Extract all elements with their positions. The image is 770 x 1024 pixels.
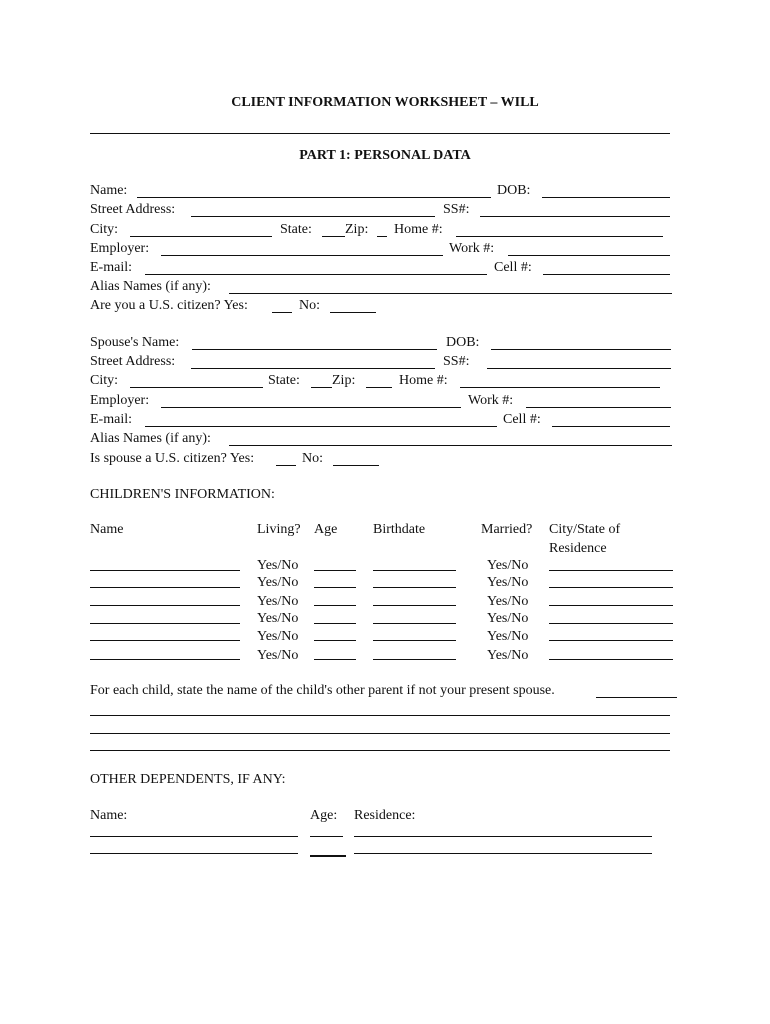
- child-4-residence-field[interactable]: [549, 623, 673, 624]
- spouse-zip-field[interactable]: [366, 387, 392, 388]
- client-home-label: Home #:: [394, 222, 443, 237]
- child-6-residence-field[interactable]: [549, 659, 673, 660]
- spouse-ss-label: SS#:: [443, 354, 470, 369]
- child-1-married[interactable]: Yes/No: [487, 558, 529, 573]
- spouse-state-label: State:: [268, 373, 300, 388]
- dependent-1-age-field[interactable]: [310, 836, 343, 837]
- spouse-cell-label: Cell #:: [503, 412, 541, 427]
- child-3-married[interactable]: Yes/No: [487, 594, 529, 609]
- child-6-birthdate-field[interactable]: [373, 659, 456, 660]
- child-4-married[interactable]: Yes/No: [487, 611, 529, 626]
- other-parent-line-1[interactable]: [90, 715, 670, 716]
- client-email-field[interactable]: [145, 274, 487, 275]
- client-street-label: Street Address:: [90, 202, 176, 217]
- other-parent-prompt: For each child, state the name of the child's other parent if not your present spouse.: [90, 683, 555, 698]
- client-home-field[interactable]: [456, 236, 663, 237]
- spouse-state-field[interactable]: [311, 387, 332, 388]
- spouse-city-field[interactable]: [130, 387, 263, 388]
- child-3-name-field[interactable]: [90, 605, 240, 606]
- child-1-age-field[interactable]: [314, 570, 356, 571]
- spouse-citizen-label: Is spouse a U.S. citizen? Yes:: [90, 451, 255, 466]
- child-2-married[interactable]: Yes/No: [487, 575, 529, 590]
- client-zip-label: Zip:: [345, 222, 369, 237]
- children-heading: CHILDREN'S INFORMATION:: [90, 487, 275, 502]
- client-city-field[interactable]: [130, 236, 272, 237]
- client-citizen-label: Are you a U.S. citizen? Yes:: [90, 298, 248, 313]
- client-citizen-yes-field[interactable]: [272, 312, 292, 313]
- client-city-label: City:: [90, 222, 119, 237]
- child-2-living[interactable]: Yes/No: [257, 575, 299, 590]
- child-4-birthdate-field[interactable]: [373, 623, 456, 624]
- client-citizen-no-label: No:: [299, 298, 320, 313]
- child-3-residence-field[interactable]: [549, 605, 673, 606]
- children-col-city: City/State of: [549, 522, 621, 537]
- child-5-living[interactable]: Yes/No: [257, 629, 299, 644]
- client-street-field[interactable]: [191, 216, 435, 217]
- child-5-married[interactable]: Yes/No: [487, 629, 529, 644]
- child-5-residence-field[interactable]: [549, 640, 673, 641]
- children-col-birthdate: Birthdate: [373, 522, 426, 537]
- spouse-name-field[interactable]: [192, 349, 437, 350]
- client-employer-field[interactable]: [161, 255, 443, 256]
- title-rule: [90, 133, 670, 134]
- client-employer-label: Employer:: [90, 241, 150, 256]
- other-parent-line-3[interactable]: [90, 750, 670, 751]
- spouse-email-field[interactable]: [145, 426, 497, 427]
- dependents-heading: OTHER DEPENDENTS, IF ANY:: [90, 772, 286, 787]
- spouse-employer-field[interactable]: [161, 407, 461, 408]
- spouse-home-field[interactable]: [460, 387, 660, 388]
- spouse-citizen-no-label: No:: [302, 451, 323, 466]
- child-5-name-field[interactable]: [90, 640, 240, 641]
- client-dob-field[interactable]: [542, 197, 670, 198]
- client-ss-label: SS#:: [443, 202, 470, 217]
- spouse-alias-field[interactable]: [229, 445, 672, 446]
- client-state-label: State:: [280, 222, 312, 237]
- child-6-living[interactable]: Yes/No: [257, 648, 299, 663]
- spouse-home-label: Home #:: [399, 373, 448, 388]
- client-state-field[interactable]: [322, 236, 345, 237]
- dependent-1-residence-field[interactable]: [354, 836, 652, 837]
- client-citizen-no-field[interactable]: [330, 312, 376, 313]
- children-col-residence: Residence: [549, 541, 607, 556]
- spouse-citizen-no-field[interactable]: [333, 465, 379, 466]
- dependent-1-name-field[interactable]: [90, 836, 298, 837]
- child-2-name-field[interactable]: [90, 587, 240, 588]
- child-6-married[interactable]: Yes/No: [487, 648, 529, 663]
- spouse-work-label: Work #:: [468, 393, 514, 408]
- spouse-email-label: E-mail:: [90, 412, 132, 427]
- spouse-dob-label: DOB:: [446, 335, 480, 350]
- spouse-employer-label: Employer:: [90, 393, 150, 408]
- client-ss-field[interactable]: [480, 216, 670, 217]
- dependent-2-age-field[interactable]: [310, 855, 346, 857]
- child-5-age-field[interactable]: [314, 640, 356, 641]
- child-3-age-field[interactable]: [314, 605, 356, 606]
- children-col-name: Name: [90, 522, 124, 537]
- spouse-alias-label: Alias Names (if any):: [90, 431, 211, 446]
- child-1-living[interactable]: Yes/No: [257, 558, 299, 573]
- dependent-2-name-field[interactable]: [90, 853, 298, 854]
- client-cell-field[interactable]: [543, 274, 670, 275]
- child-6-name-field[interactable]: [90, 659, 240, 660]
- child-4-living[interactable]: Yes/No: [257, 611, 299, 626]
- spouse-cell-field[interactable]: [552, 426, 670, 427]
- children-col-living: Living?: [257, 522, 301, 537]
- client-zip-field[interactable]: [377, 236, 387, 237]
- children-col-married: Married?: [481, 522, 533, 537]
- dependent-2-residence-field[interactable]: [354, 853, 652, 854]
- child-6-age-field[interactable]: [314, 659, 356, 660]
- spouse-zip-label: Zip:: [332, 373, 356, 388]
- section-heading-part1: PART 1: PERSONAL DATA: [299, 148, 471, 163]
- spouse-street-label: Street Address:: [90, 354, 176, 369]
- page-title: CLIENT INFORMATION WORKSHEET – WILL: [231, 95, 539, 110]
- client-cell-label: Cell #:: [494, 260, 532, 275]
- client-dob-label: DOB:: [497, 183, 531, 198]
- spouse-ss-field[interactable]: [487, 368, 671, 369]
- dependents-age-label: Age:: [310, 808, 338, 823]
- spouse-city-label: City:: [90, 373, 119, 388]
- child-1-name-field[interactable]: [90, 570, 240, 571]
- children-col-age: Age: [314, 522, 338, 537]
- child-2-birthdate-field[interactable]: [373, 587, 456, 588]
- child-3-birthdate-field[interactable]: [373, 605, 456, 606]
- child-4-age-field[interactable]: [314, 623, 356, 624]
- client-name-label: Name:: [90, 183, 128, 198]
- dependents-residence-label: Residence:: [354, 808, 416, 823]
- client-work-label: Work #:: [449, 241, 495, 256]
- spouse-work-field[interactable]: [526, 407, 671, 408]
- child-2-residence-field[interactable]: [549, 587, 673, 588]
- client-alias-field[interactable]: [229, 293, 672, 294]
- child-3-living[interactable]: Yes/No: [257, 594, 299, 609]
- client-email-label: E-mail:: [90, 260, 132, 275]
- child-2-age-field[interactable]: [314, 587, 356, 588]
- child-4-name-field[interactable]: [90, 623, 240, 624]
- child-1-birthdate-field[interactable]: [373, 570, 456, 571]
- spouse-citizen-yes-field[interactable]: [276, 465, 296, 466]
- other-parent-line-2[interactable]: [90, 733, 670, 734]
- child-1-residence-field[interactable]: [549, 570, 673, 571]
- client-work-field[interactable]: [508, 255, 670, 256]
- client-alias-label: Alias Names (if any):: [90, 279, 211, 294]
- other-parent-inline-field[interactable]: [596, 697, 677, 698]
- spouse-name-label: Spouse's Name:: [90, 335, 180, 350]
- dependents-name-label: Name:: [90, 808, 128, 823]
- spouse-dob-field[interactable]: [491, 349, 671, 350]
- spouse-street-field[interactable]: [191, 368, 435, 369]
- client-name-field[interactable]: [137, 197, 491, 198]
- child-5-birthdate-field[interactable]: [373, 640, 456, 641]
